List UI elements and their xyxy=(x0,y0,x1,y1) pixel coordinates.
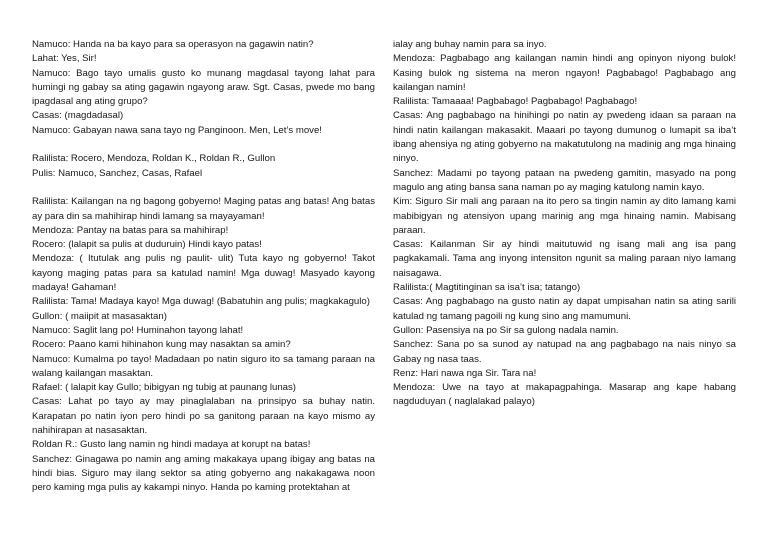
dialogue-line: Casas: Ang pagbabago na gusto natin ay dapat umpisahan natin sa ating sarili katulad ng tamang pagoili ng kung sino ang mamumuni. xyxy=(393,296,736,322)
paragraph-spacer xyxy=(32,181,375,195)
dialogue-line: Gullon: ( maiipit at masasaktan) xyxy=(32,310,167,322)
dialogue-line: Mendoza: Pagbabago ang kailangan namin hindi ang opinyon niyong bulok! Kasing bulok ng sistema na meron ngayon! Pagbabago! Pagbabago ang kailangan namin! xyxy=(393,53,736,93)
dialogue-line: Namuco: Gabayan nawa sana tayo ng Panginoon. Men, Let’s move! xyxy=(32,124,322,136)
dialogue-line: Mendoza: Uwe na tayo at makapagpahinga. Masarap ang kape habang nagduduyan ( naglalakad palayo) xyxy=(393,382,736,408)
dialogue-line: Sanchez: Madami po tayong pataan na pwedeng gamitin, masyado na pong magulo ang ating bansa sana naman po ay maging katulong namin kayo. xyxy=(393,167,736,193)
right-column xyxy=(393,38,736,410)
dialogue-line: Ralilista:( Magtitinginan sa isa’t isa; tatango) xyxy=(393,282,581,294)
dialogue-line: Kim: Siguro Sir mali ang paraan na ito pero sa tingin namin ay dito lamang kami mabibigyan ng atensiyon upang marinig ang mga hinaing namin. Mabisang paraan. xyxy=(393,196,736,236)
dialogue-line: Mendoza: Pantay na batas para sa mahihirap! xyxy=(32,224,229,236)
dialogue-line: Namuco: Kumalma po tayo! Madadaan po natin siguro ito sa tamang paraan na walang kailangan masaktan. xyxy=(32,353,375,379)
dialogue-line: Gullon: Pasensiya na po Sir sa gulong nadala namin. xyxy=(393,324,619,336)
dialogue-line: Sanchez: Sana po sa sunod ay natupad na ang pagbabago na nais ninyo sa Gabay ng nasa taas. xyxy=(393,339,736,365)
dialogue-line: Casas: Lahat po tayo ay may pinaglalaban na prinsipyo sa buhay natin. Karapatan po natin iyon pero hindi po sa ganitong paraan na kayo mismo ay nahihirapan at nasasaktan. xyxy=(32,396,375,437)
dialogue-line: Ralilista: Rocero, Mendoza, Roldan K., Roldan R., Gullon xyxy=(32,153,276,165)
dialogue-line: Mendoza: ( Itutulak ang pulis ng paulit- ulit) Tuta kayo ng gobyerno! Takot kayong maging patas para sa katulad namin! Mga duwag! Masyado kayong madaya! Gahaman! xyxy=(32,253,375,294)
dialogue-line: Renz: Hari nawa nga Sir. Tara na! xyxy=(393,367,537,379)
dialogue-line: Casas: Ang pagbabago na hinihingi po natin ay pwedeng idaan sa paraan na hindi natin kailangan makasakit. Maaari po tayong dumunog o lumapit sa iba’t ibang ahensiya ng ating gobyerno na makatutulong na madinig ang mga hinaing ninyo. xyxy=(393,110,736,165)
dialogue-line: Sanchez: Ginagawa po namin ang aming makakaya upang ibigay ang batas na hindi bias. Siguro may ilang sektor sa ating gobyerno ang nakakagawa noon pero kaming mga pulis ay kakampi ninyo. Handa po kaming protektahan at xyxy=(32,453,375,494)
dialogue-line: Namuco: Saglit lang po! Huminahon tayong lahat! xyxy=(32,324,244,336)
dialogue-line: Pulis: Namuco, Sanchez, Casas, Rafael xyxy=(32,167,203,179)
dialogue-line: Casas: Kailanman Sir ay hindi maitutuwid ng isang mali ang isa pang pagkakamali. Tama ang inyong intensiton ngunit sa maling paraan niyo lamang naisagawa. xyxy=(393,239,736,279)
dialogue-line: Ralilista: Tamaaaa! Pagbabago! Pagbabago! Pagbabago! xyxy=(393,96,638,108)
paragraph-spacer xyxy=(32,138,375,152)
dialogue-line: Namuco: Bago tayo umalis gusto ko munang magdasal tayong lahat para humingi ng gabay sa ating gagawin ngayong araw. Sgt. Casas, pwede mo bang ipagdasal ang ating grupo? xyxy=(32,67,375,108)
dialogue-line: Lahat: Yes, Sir! xyxy=(32,53,97,65)
dialogue-line: Casas: (magdadasal) xyxy=(32,110,124,122)
dialogue-line: Rocero: (lalapit sa pulis at duduruin) Hindi kayo patas! xyxy=(32,239,262,251)
dialogue-line: Rafael: ( lalapit kay Gullo; bibigyan ng tubig at paunang lunas) xyxy=(32,382,296,394)
dialogue-line: Namuco: Handa na ba kayo para sa operasyon na gagawin natin? xyxy=(32,39,314,50)
dialogue-line: Roldan R.: Gusto lang namin ng hindi madaya at korupt na batas! xyxy=(32,439,311,451)
dialogue-line: ialay ang buhay namin para sa inyo. xyxy=(393,39,547,50)
dialogue-line: Ralilista: Kailangan na ng bagong gobyerno! Maging patas ang batas! Ang batas ay para din sa mahihirap hindi lamang sa mayayaman! xyxy=(32,196,375,222)
dialogue-line: Ralilista: Tama! Madaya kayo! Mga duwag! (Babatuhin ang pulis; magkakagulo) xyxy=(32,296,370,308)
dialogue-line: Rocero: Paano kami hihinahon kung may nasaktan sa amin? xyxy=(32,339,291,351)
left-column xyxy=(32,38,375,496)
